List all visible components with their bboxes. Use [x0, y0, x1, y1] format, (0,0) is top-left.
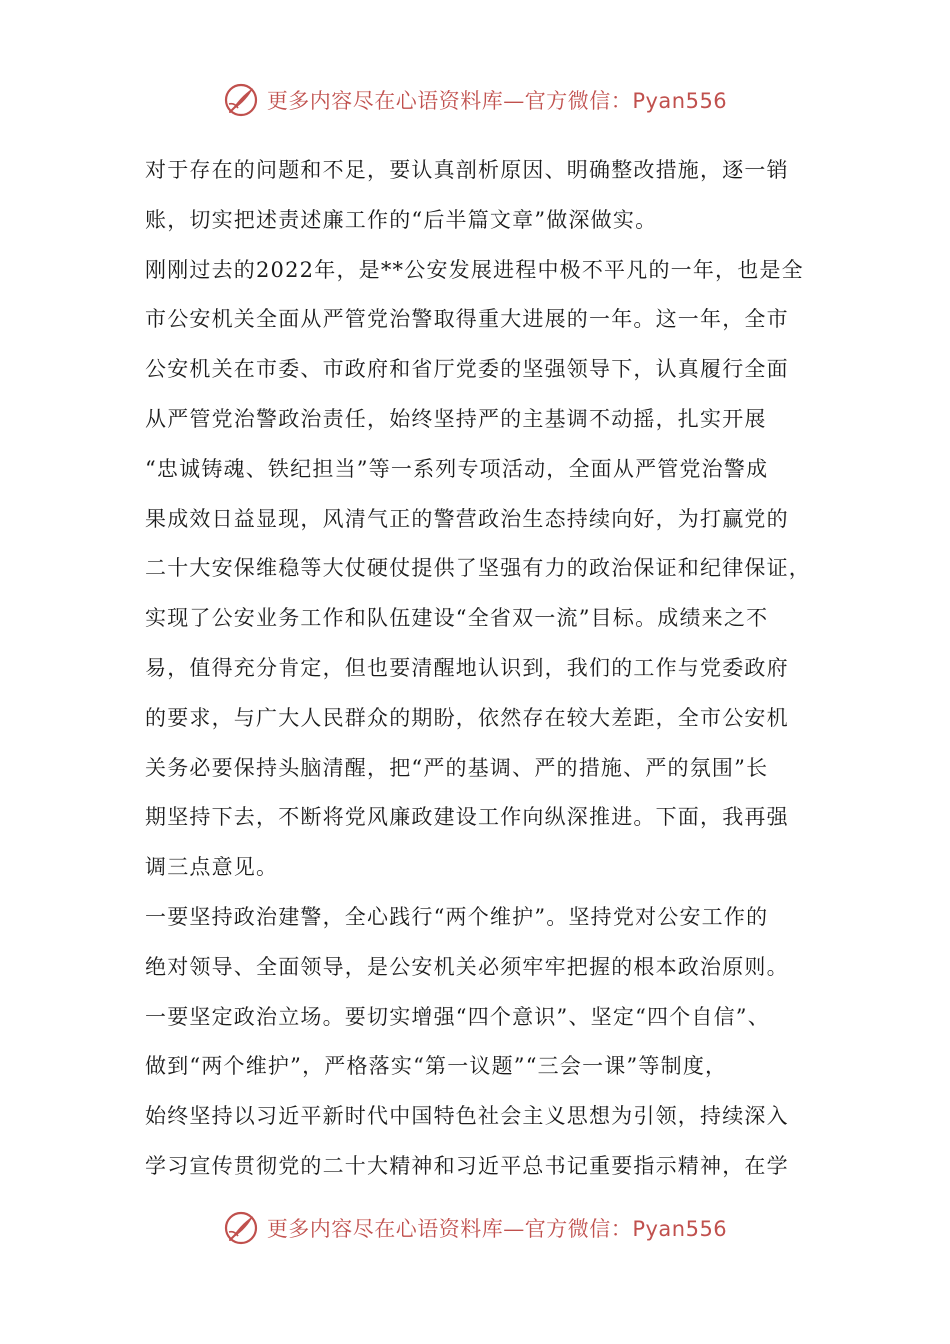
body-line: 易，值得充分肯定，但也要清醒地认识到，我们的工作与党委政府: [145, 655, 789, 680]
header-banner-text: 更多内容尽在心语资料库—官方微信：: [266, 89, 633, 113]
body-line: “忠诚铸魂、铁纪担当”等一系列专项活动，全面从严管党治警成: [145, 456, 769, 481]
body-line: 期坚持下去，不断将党风廉政建设工作向纵深推进。下面，我再强: [145, 805, 789, 830]
header-banner-label: [267, 85, 727, 115]
header-wechat-id: Pyan556: [632, 89, 728, 113]
body-line: 调三点意见。: [145, 855, 279, 880]
body-line: 一要坚定政治立场。要切实增强“四个意识”、坚定“四个自信”、: [145, 1004, 770, 1029]
body-line: 学习宣传贯彻党的二十大精神和习近平总书记重要指示精神，在学: [145, 1153, 789, 1178]
body-line: 果成效日益显现，风清气正的警营政治生态持续向好，为打赢党的: [145, 506, 789, 531]
body-line: 关务必要保持头脑清醒，把“严的基调、严的措施、严的氛围”长: [145, 755, 769, 780]
footer-banner-text: 更多内容尽在心语资料库—官方微信：: [266, 1217, 633, 1241]
footer-banner: [0, 1210, 950, 1246]
body-line: 从严管党治警政治责任，始终坚持严的主基调不动摇，扎实开展: [145, 406, 767, 431]
footer-banner-label: [267, 1213, 727, 1243]
body-line: 公安机关在市委、市政府和省厅党委的坚强领导下，认真履行全面: [145, 357, 789, 382]
body-line: 做到“两个维护”，严格落实“第一议题”“三会一课”等制度，: [145, 1054, 728, 1079]
body-line: 的要求，与广大人民群众的期盼，依然存在较大差距，全市公安机: [145, 705, 789, 730]
footer-wechat-id: Pyan556: [632, 1217, 728, 1241]
document-body: [145, 146, 810, 1192]
body-line: 二十大安保维稳等大仗硬仗提供了坚强有力的政治保证和纪律保证，: [145, 556, 811, 581]
header-banner: [0, 82, 950, 118]
body-line: 市公安机关全面从严管党治警取得重大进展的一年。这一年，全市: [145, 307, 789, 332]
body-line: 对于存在的问题和不足，要认真剖析原因、明确整改措施，逐一销: [145, 158, 789, 182]
body-line: 绝对领导、全面领导，是公安机关必须牢牢把握的根本政治原则。: [145, 954, 789, 979]
body-line: 账，切实把述责述廉工作的“后半篇文章”做深做实。: [145, 207, 658, 232]
body-line: 始终坚持以习近平新时代中国特色社会主义思想为引领，持续深入: [145, 1104, 789, 1129]
body-line: 实现了公安业务工作和队伍建设“全省双一流”目标。成绩来之不: [145, 606, 769, 631]
body-line: 一要坚持政治建警，全心践行“两个维护”。坚持党对公安工作的: [145, 904, 769, 929]
quill-logo-icon: [223, 82, 259, 118]
body-line: 刚刚过去的2022年，是**公安发展进程中极不平凡的一年，也是全: [145, 257, 804, 282]
quill-logo-icon: [223, 1210, 259, 1246]
